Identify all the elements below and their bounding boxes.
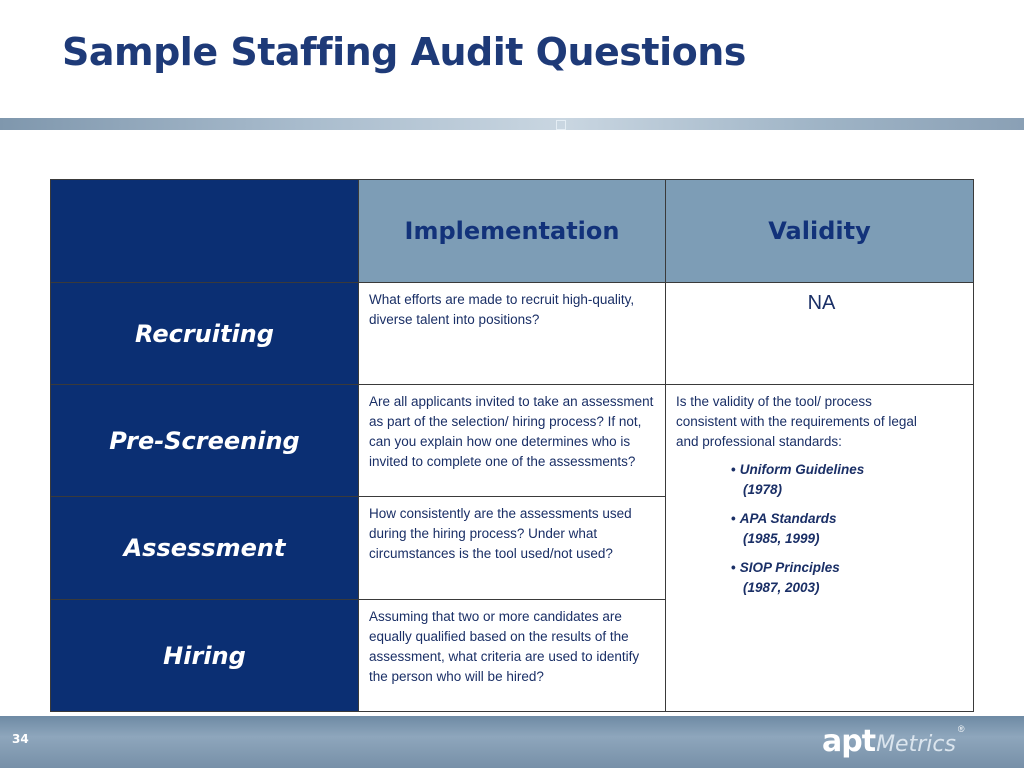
row-header-hiring: Hiring [51, 600, 359, 712]
standard-name: Uniform Guidelines [739, 462, 865, 477]
audit-questions-table [50, 179, 974, 712]
standard-name: APA Standards [739, 511, 837, 526]
list-item: • SIOP Principles (1987, 2003) [731, 558, 967, 598]
implementation-question: How consistently are the assessments used during the hiring process? Under what circumstances is the tool used/not used? [359, 497, 666, 600]
row-header-assessment: Assessment [51, 497, 359, 600]
row-header-pre-screening: Pre-Screening [51, 385, 359, 497]
page-number: 34 [12, 732, 29, 746]
logo-suffix: Metrics [876, 732, 956, 757]
standards-list [676, 460, 967, 598]
standard-years: (1985, 1999) [743, 531, 820, 546]
band-square-decoration [556, 120, 566, 130]
standard-years: (1987, 2003) [743, 580, 820, 595]
column-header-implementation: Implementation [359, 180, 666, 283]
table-header-row [51, 180, 974, 283]
logo-brand: apt [822, 724, 876, 759]
standard-name: SIOP Principles [739, 560, 840, 575]
implementation-question: Assuming that two or more candidates are equally qualified based on the results of the assessment, what criteria are used to identify the person who will be hired? [359, 600, 666, 712]
validity-value: NA [666, 283, 974, 385]
registered-mark: ® [957, 724, 965, 734]
row-header-recruiting: Recruiting [51, 283, 359, 385]
validity-question: Is the validity of the tool/ process consistent with the requirements of legal and professional standards: [676, 394, 917, 449]
column-header-validity: Validity [666, 180, 974, 283]
aptmetrics-logo [822, 724, 965, 760]
slide-title: Sample Staffing Audit Questions [62, 30, 746, 74]
table-row [51, 385, 974, 497]
header-band [0, 118, 1024, 130]
table-corner-cell [51, 180, 359, 283]
table-row [51, 283, 974, 385]
implementation-question: Are all applicants invited to take an assessment as part of the selection/ hiring process? If not, can you explain how one determines who is invited to complete one of the assessments? [359, 385, 666, 497]
validity-shared-cell [666, 385, 974, 712]
implementation-question: What efforts are made to recruit high-quality, diverse talent into positions? [359, 283, 666, 385]
list-item: • Uniform Guidelines (1978) [731, 460, 967, 500]
list-item: • APA Standards (1985, 1999) [731, 509, 967, 549]
standard-years: (1978) [743, 482, 783, 497]
